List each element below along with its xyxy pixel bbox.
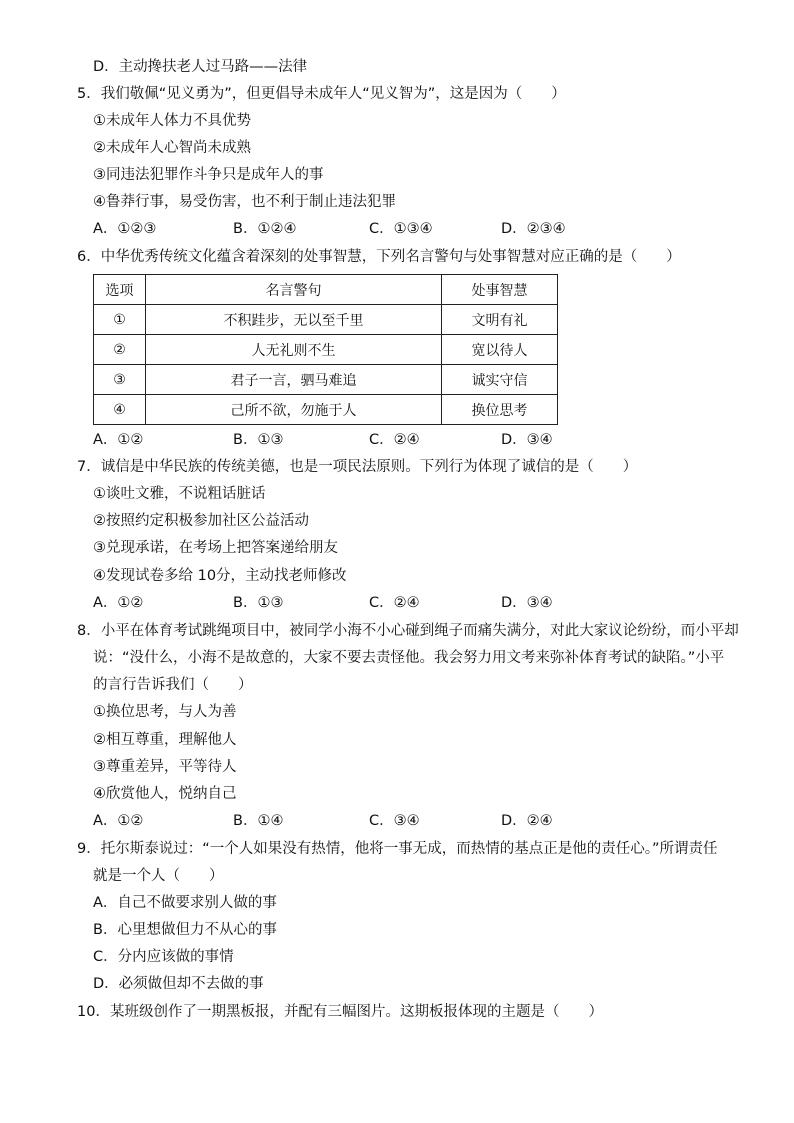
q7-statement-4: ④发现试卷多给 10分，主动找老师修改 <box>93 568 347 584</box>
q8-option-b: B．①④ <box>233 813 284 829</box>
q7-statement-2: ②按照约定积极参加社区公益活动 <box>93 513 309 529</box>
q7-option-b: B．①③ <box>233 595 284 611</box>
table-row <box>94 305 558 335</box>
table-header: 选项 <box>94 275 146 305</box>
q5-option-d: D．②③④ <box>501 221 566 237</box>
table-row <box>94 335 558 365</box>
q9-option-a: A．自己不做要求别人做的事 <box>93 895 277 911</box>
q8-option-c: C．③④ <box>369 813 420 829</box>
q5-statement-3: ③同违法犯罪作斗争只是成年人的事 <box>93 167 324 183</box>
question-9-stem-line-2: 就是一个人（ ） <box>93 868 224 884</box>
question-8-stem-line-2: 说：“没什么，小海不是故意的，大家不要去责怪他。我会努力用文考来弥补体育考试的缺陷。”小平 <box>93 650 725 666</box>
q8-options <box>93 811 613 831</box>
q9-option-d: D．必须做但却不去做的事 <box>93 976 264 992</box>
table-cell: 君子一言，驷马难追 <box>146 365 442 395</box>
q8-statement-1: ①换位思考，与人为善 <box>93 704 237 720</box>
q5-option-b: B．①②④ <box>233 221 297 237</box>
table-header: 名言警句 <box>146 275 442 305</box>
table-cell: 诚实守信 <box>442 365 558 395</box>
q5-statement-1: ①未成年人体力不具优势 <box>93 113 251 129</box>
table-cell: 宽以待人 <box>442 335 558 365</box>
quotes-table <box>93 274 558 425</box>
q8-option-a: A．①② <box>93 813 144 829</box>
q8-statement-4: ④欣赏他人，悦纳自己 <box>93 786 237 802</box>
q7-statement-1: ①谈吐文雅，不说粗话脏话 <box>93 486 266 502</box>
q5-statement-4: ④鲁莽行事，易受伤害，也不利于制止违法犯罪 <box>93 194 396 210</box>
question-9-stem: 9．托尔斯泰说过：“一个人如果没有热情，他将一事无成，而热情的基点正是他的责任心。”所谓责任 <box>77 841 718 857</box>
q7-option-d: D．③④ <box>501 595 553 611</box>
table-header-row <box>94 275 558 305</box>
q7-options <box>93 593 613 613</box>
q9-option-b: B．心里想做但力不从心的事 <box>93 922 277 938</box>
table-row <box>94 395 558 425</box>
question-6-stem: 6．中华优秀传统文化蕴含着深刻的处事智慧，下列名言警句与处事智慧对应正确的是（ ） <box>77 249 681 265</box>
table-cell: 人无礼则不生 <box>146 335 442 365</box>
table-cell: ① <box>94 305 146 335</box>
q8-statement-2: ②相互尊重，理解他人 <box>93 732 237 748</box>
question-7-stem: 7．诚信是中华民族的传统美德，也是一项民法原则。下列行为体现了诚信的是（ ） <box>77 459 638 475</box>
table-row <box>94 365 558 395</box>
table-cell: 换位思考 <box>442 395 558 425</box>
table-cell: 文明有礼 <box>442 305 558 335</box>
q5-option-c: C．①③④ <box>369 221 433 237</box>
q6-option-b: B．①③ <box>233 432 284 448</box>
q6-option-c: C．②④ <box>369 432 420 448</box>
q5-statement-2: ②未成年人心智尚未成熟 <box>93 140 251 156</box>
question-8-stem-line-3: 的言行告诉我们（ ） <box>93 677 253 693</box>
q4-option-d: D．主动搀扶老人过马路——法律 <box>93 59 308 75</box>
q7-statement-3: ③兑现承诺，在考场上把答案递给朋友 <box>93 540 338 556</box>
q5-options <box>93 219 613 239</box>
table-cell: 己所不欲，勿施于人 <box>146 395 442 425</box>
q8-statement-3: ③尊重差异，平等待人 <box>93 759 237 775</box>
q7-option-a: A．①② <box>93 595 144 611</box>
table-cell: ③ <box>94 365 146 395</box>
q6-options <box>93 430 613 450</box>
question-5-stem: 5．我们敬佩“见义勇为”，但更倡导未成年人“见义智为”，这是因为（ ） <box>77 86 566 102</box>
q6-option-d: D．③④ <box>501 432 553 448</box>
table-cell: ② <box>94 335 146 365</box>
table-header: 处事智慧 <box>442 275 558 305</box>
table-cell: 不积跬步，无以至千里 <box>146 305 442 335</box>
question-10-stem: 10．某班级创作了一期黑板报，并配有三幅图片。这期板报体现的主题是（ ） <box>77 1004 603 1020</box>
q6-option-a: A．①② <box>93 432 144 448</box>
q8-option-d: D．②④ <box>501 813 553 829</box>
question-8-stem: 8．小平在体育考试跳绳项目中，被同学小海不小心碰到绳子而痛失满分，对此大家议论纷纷，而小平却 <box>77 623 739 639</box>
q5-option-a: A．①②③ <box>93 221 157 237</box>
table-cell: ④ <box>94 395 146 425</box>
q9-option-c: C．分内应该做的事情 <box>93 949 234 965</box>
q7-option-c: C．②④ <box>369 595 420 611</box>
